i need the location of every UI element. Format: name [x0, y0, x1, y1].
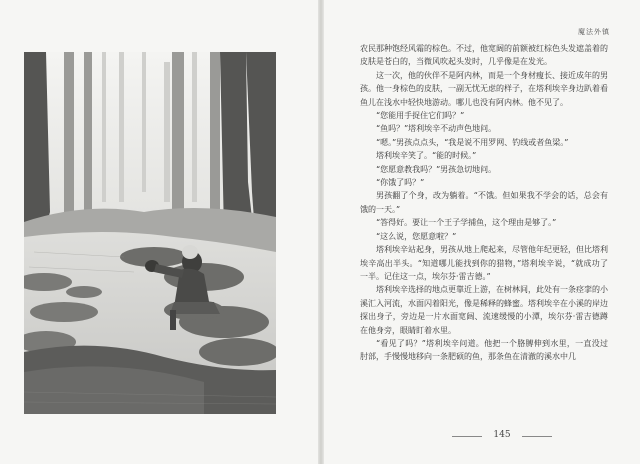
paragraph: “嗯。”男孩点点头，“我是说不用罗网、钓线或者鱼梁。” — [376, 137, 569, 147]
page-number — [452, 430, 552, 440]
page-number-text: 145 — [493, 430, 511, 440]
paragraph: 男孩翻了个身，改为躺着。“不饿。但如果我不学会的话，总会有饿的一天。” — [360, 191, 608, 214]
paragraph: 这一次，他的伙伴不是阿内林，而是一个身材瘦长、接近成年的男孩。他一身棕色的皮肤，一副无忧无虑的样子，在塔利埃辛身边趴着看鱼儿在浅水中轻快地游动。哪儿也没有阿内林。他不见了。 — [360, 70, 608, 107]
paragraph: “答得好。要让一个王子学捕鱼，这个理由是够了。” — [376, 218, 557, 228]
running-head: 魔法外镇 — [578, 28, 610, 36]
paragraph: 塔利埃辛笑了。“能的时候。” — [376, 151, 477, 161]
paragraph: 塔利埃辛站起身，男孩从地上爬起来，尽管他年纪更轻，但比塔利埃辛高出半头。“知道哪儿能找到你的猎物，”塔利埃辛说，“就成功了一半。记住这一点，埃尔芬·雷吉德。” — [360, 245, 608, 281]
forest-stream-illustration — [24, 52, 276, 414]
paragraph: 塔利埃辛选择的地点更靠近上游，在树林间，此处有一条痉挛的小溪汇入河流，水面闪着阳光，像是稀释的蜂蜜。塔利埃辛在小溪的岸边探出身子，旁边是一片水面宽阔、流速缓慢的小潭，埃尔芬·雷吉德蹲在他身旁，眼睛盯着水里。 — [360, 285, 608, 335]
paragraph: “您愿意教我吗？”男孩急切地问。 — [376, 164, 497, 174]
folio-rule-right — [522, 436, 552, 437]
paragraph: “看见了吗？”塔利埃辛问道。他把一个胳膊伸到水里，一直没过肘部，手慢慢地移向一条肥硕的鱼，那条鱼在清澈的溪水中几 — [360, 338, 608, 362]
paragraph: “你饿了吗？” — [376, 178, 425, 188]
paragraph: “您能用手捉住它们吗？” — [376, 111, 465, 121]
body-text — [360, 42, 608, 364]
paragraph: 农民那种饱经风霜的棕色。不过，他宽阔的前额被红棕色头发遮盖着的皮肤是苍白的，当微风吹起头发时，几乎像是在发光。 — [360, 44, 608, 67]
paragraph: “鱼吗？”塔利埃辛不动声色地问。 — [376, 124, 497, 134]
folio-rule-left — [452, 436, 482, 437]
page-gutter — [318, 0, 324, 464]
paragraph: “这么说，您愿意啦？” — [376, 231, 457, 241]
